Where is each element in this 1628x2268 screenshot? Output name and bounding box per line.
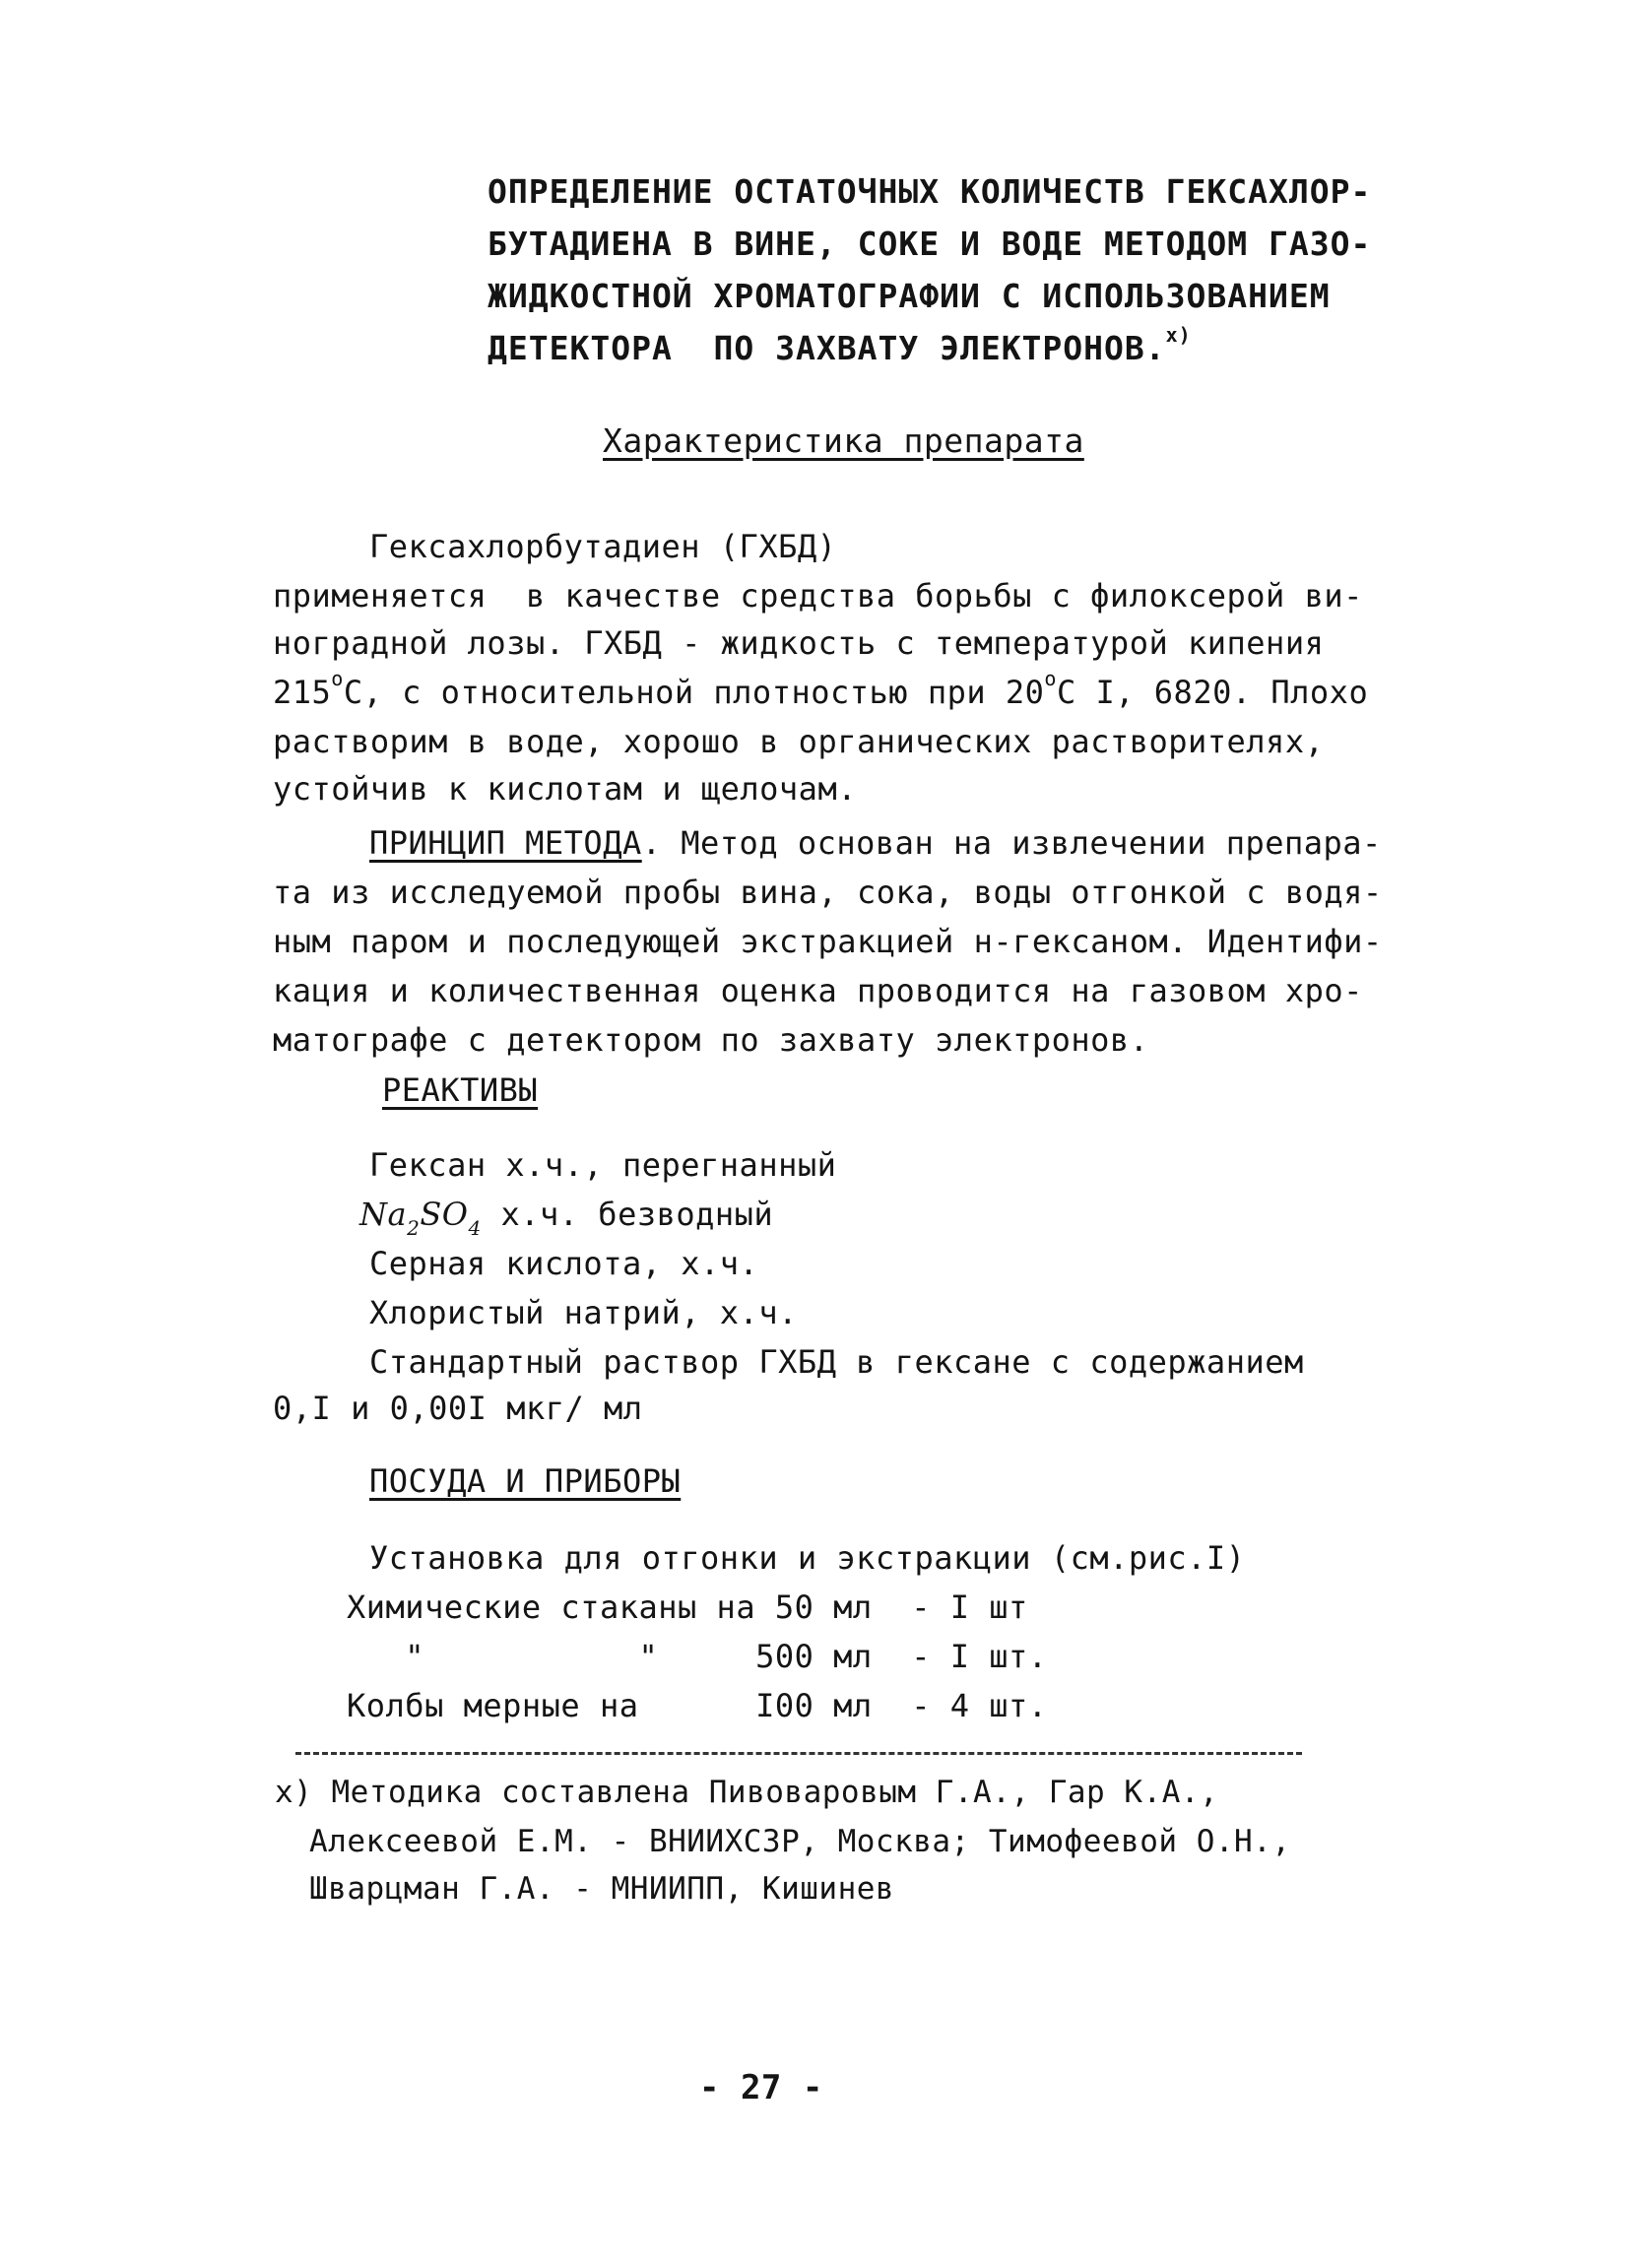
intro-line-5: растворим в воде, хорошо в органических растворителях, xyxy=(273,723,1325,760)
intro-line-3: ноградной лозы. ГХБД - жидкость с температурой кипения xyxy=(273,624,1325,662)
heading-glassware: ПОСУДА И ПРИБОРЫ xyxy=(369,1462,682,1500)
glassware-line-3: " " 500 мл - I шт. xyxy=(347,1638,1048,1675)
page-number: - 27 - xyxy=(699,2068,823,2107)
reagent-standard-solution: Стандартный раствор ГХБД в гексане с содержанием xyxy=(369,1343,1304,1381)
principle-label: ПРИНЦИП МЕТОДА xyxy=(369,824,642,862)
reagent-sodium-sulfate-text: х.ч. безводный xyxy=(500,1196,774,1233)
principle-line-1 xyxy=(369,823,1382,863)
intro-line-4-text: с относительной плотностью при xyxy=(402,674,987,711)
reagent-sodium-sulfate xyxy=(359,1195,773,1238)
glassware-line-4: Колбы мерные на I00 мл - 4 шт. xyxy=(347,1687,1048,1724)
formula-sub-2: 2 xyxy=(407,1216,421,1240)
temp-boiling: 215 xyxy=(273,674,332,711)
glassware-line-1: Установка для отгонки и экстракции (см.рис.I) xyxy=(369,1539,1246,1577)
footnote-line-3: Шварцман Г.А. - МНИИПП, Кишинев xyxy=(309,1871,895,1907)
heading-characteristics: Характеристика препарата xyxy=(603,421,1084,460)
intro-line-6: устойчив к кислотам и щелочам. xyxy=(273,770,857,808)
principle-line-1-text: . Метод основан на извлечении препара- xyxy=(641,824,1382,862)
reagent-hexane: Гексан х.ч., перегнанный xyxy=(369,1146,837,1184)
temp-boiling-unit: С, xyxy=(343,674,383,711)
title-line-4 xyxy=(488,323,1192,372)
intro-line-4 xyxy=(273,667,1369,716)
temp-density-unit: С xyxy=(1056,674,1076,711)
reagent-sulfuric-acid: Серная кислота, х.ч. xyxy=(369,1245,759,1282)
degree-mark-2: о xyxy=(1044,667,1057,690)
glassware-line-2: Химические стаканы на 50 мл - I шт xyxy=(347,1588,1028,1626)
footnote-line-2: Алексеевой Е.М. - ВНИИХСЗР, Москва; Тимофеевой О.Н., xyxy=(309,1824,1291,1859)
temp-density: 20 xyxy=(1005,674,1045,711)
formula-sub-4: 4 xyxy=(468,1216,482,1240)
title-line-1: ОПРЕДЕЛЕНИЕ ОСТАТОЧНЫХ КОЛИЧЕСТВ ГЕКСАХЛОР- xyxy=(488,172,1372,211)
principle-line-5: матографе с детектором по захвату электронов. xyxy=(273,1021,1149,1059)
formula-na: Na xyxy=(359,1196,408,1233)
footnote-divider xyxy=(295,1752,1302,1755)
principle-line-4: кация и количественная оценка проводится на газовом хро- xyxy=(273,972,1363,1009)
title-footnote-mark: х) xyxy=(1165,323,1192,347)
footnote-line-1: х) Методика составлена Пивоваровым Г.А., Гар К.А., xyxy=(275,1775,1219,1810)
intro-line-1: Гексахлорбутадиен (ГХБД) xyxy=(369,528,837,565)
heading-reagents: РЕАКТИВЫ xyxy=(382,1071,539,1109)
na2so4-formula xyxy=(359,1196,482,1240)
reagent-sodium-chloride: Хлористый натрий, х.ч. xyxy=(369,1294,798,1331)
title-line-4-text: ДЕТЕКТОРА ПО ЗАХВАТУ ЭЛЕКТРОНОВ. xyxy=(488,329,1166,367)
formula-so: SO xyxy=(420,1196,469,1233)
principle-line-2: та из исследуемой пробы вина, сока, воды отгонкой с водя- xyxy=(273,874,1383,911)
intro-line-2: применяется в качестве средства борьбы с филоксерой ви- xyxy=(273,577,1363,615)
title-line-2: БУТАДИЕНА В ВИНЕ, СОКЕ И ВОДЕ МЕТОДОМ ГАЗО- xyxy=(488,225,1372,263)
title-line-3: ЖИДКОСТНОЙ ХРОМАТОГРАФИИ С ИСПОЛЬЗОВАНИЕМ xyxy=(488,277,1331,315)
principle-line-3: ным паром и последующей экстракцией н-гексаном. Идентифи- xyxy=(273,923,1383,960)
reagent-standard-concentration: 0,I и 0,00I мкг/ мл xyxy=(273,1390,643,1427)
intro-density-tail: I, 6820. Плохо xyxy=(1095,674,1369,711)
degree-mark-1: о xyxy=(331,667,344,690)
